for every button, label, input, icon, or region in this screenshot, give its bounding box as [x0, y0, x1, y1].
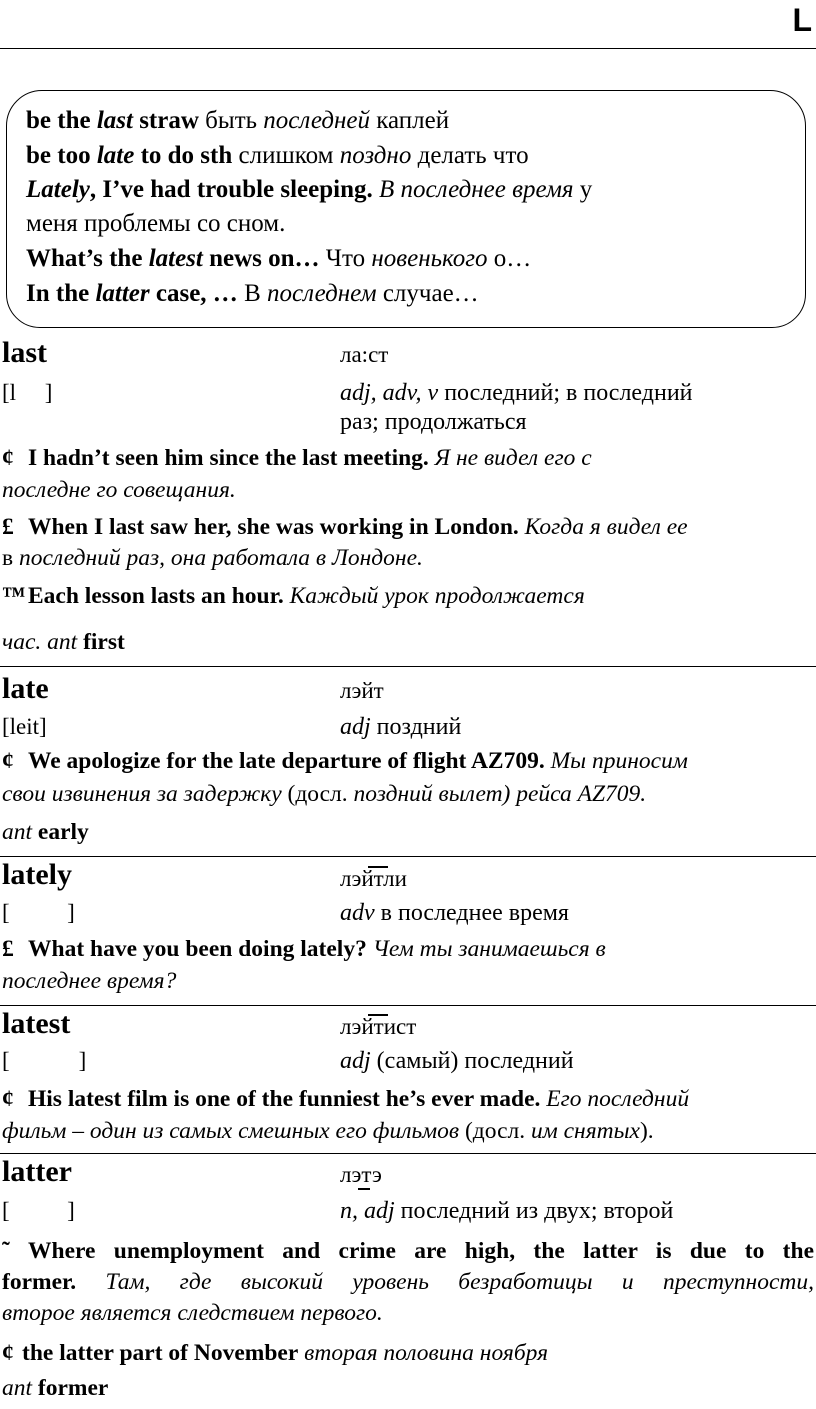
transliteration-last: ла:ст	[340, 342, 389, 367]
stress-mark	[368, 866, 388, 868]
phrase-line: What’s the latest news on… Что новенького о…	[26, 245, 532, 272]
headword-lately: lately	[2, 858, 72, 891]
definition-last: adj, adv, v последний; в последний	[340, 380, 693, 406]
example-lately-1-cont: последнее время?	[2, 968, 177, 994]
example-last-2: £ When I last saw her, she was working in London. Когда я видел ее	[2, 514, 688, 540]
example-last-1: ¢ I hadn’t seen him since the last meeting. Я не видел его с	[2, 445, 592, 471]
example-last-1-cont: последне го совещания.	[2, 477, 236, 503]
antonym-last: час. ant first	[2, 629, 125, 655]
stress-mark	[368, 1014, 388, 1016]
ipa-latest: [ ]	[2, 1048, 87, 1073]
entry-divider	[0, 666, 816, 667]
phrase-line: In the latter case, … В последнем случае…	[26, 280, 479, 307]
phrase-line: be too late to do sth слишком поздно делать что	[26, 142, 529, 169]
ipa-latter: [ ]	[2, 1198, 75, 1223]
transliteration-lately: лэйтли	[340, 866, 407, 891]
example-latter-2: ¢ the latter part of November вторая половина ноября	[2, 1340, 548, 1366]
example-last-2-cont: в последний раз, она работала в Лондоне.	[2, 545, 423, 571]
headword-latest: latest	[2, 1007, 71, 1040]
transliteration-latter: лэтэ	[340, 1162, 382, 1187]
example-lately-1: £ What have you been doing lately? Чем ты занимаешься в	[2, 936, 606, 962]
transliteration-latest: лэйтист	[340, 1014, 417, 1039]
antonym-latter: ant former	[2, 1375, 109, 1401]
definition-latter: n, adj последний из двух; второй	[340, 1198, 674, 1224]
example-latest-1-cont: фильм – один из самых смешных его фильмов (досл. им снятых).	[2, 1118, 654, 1144]
phrase-line: be the last straw быть последней каплей	[26, 107, 450, 134]
ipa-last: [l ]	[2, 380, 53, 405]
ipa-lately: [ ]	[2, 900, 75, 925]
example-late-1: ¢ We apologize for the late departure of flight AZ709. Мы приносим	[2, 748, 688, 774]
page-letter: L	[792, 2, 812, 38]
headword-latter: latter	[2, 1155, 72, 1188]
definition-latest: adj (самый) последний	[340, 1048, 574, 1074]
example-late-1-cont: свои извинения за задержку (досл. поздний вылет) рейса AZ709.	[2, 781, 647, 807]
ipa-late: [leit]	[2, 714, 47, 739]
entry-divider	[0, 856, 816, 857]
definition-late: adj поздний	[340, 714, 462, 740]
headword-last: last	[2, 336, 47, 369]
phrase-line: меня проблемы со сном.	[26, 210, 286, 237]
example-latter-1-cont2: второе является следствием первого.	[2, 1300, 383, 1326]
entry-divider	[0, 1005, 816, 1006]
example-latest-1: ¢ His latest film is one of the funniest he’s ever made. Его последний	[2, 1086, 690, 1112]
example-latter-1-cont: former. Там, где высокий уровень безработицы и преступности,	[2, 1269, 814, 1295]
antonym-late: ant early	[2, 819, 89, 845]
header-rule	[0, 48, 816, 49]
example-last-3: ™ Each lesson lasts an hour. Каждый урок продолжается	[2, 583, 585, 609]
transliteration-late: лэйт	[340, 678, 384, 703]
definition-last-cont: раз; продолжаться	[340, 409, 527, 435]
definition-lately: adv в последнее время	[340, 900, 569, 926]
phrase-line: Lately, I’ve had trouble sleeping. В последнее время у	[26, 176, 593, 203]
headword-late: late	[2, 672, 49, 705]
stress-mark	[358, 1188, 370, 1190]
example-latter-1: ˜ Where unemployment and crime are high, the latter is due to the	[2, 1238, 814, 1264]
entry-divider	[0, 1153, 816, 1154]
